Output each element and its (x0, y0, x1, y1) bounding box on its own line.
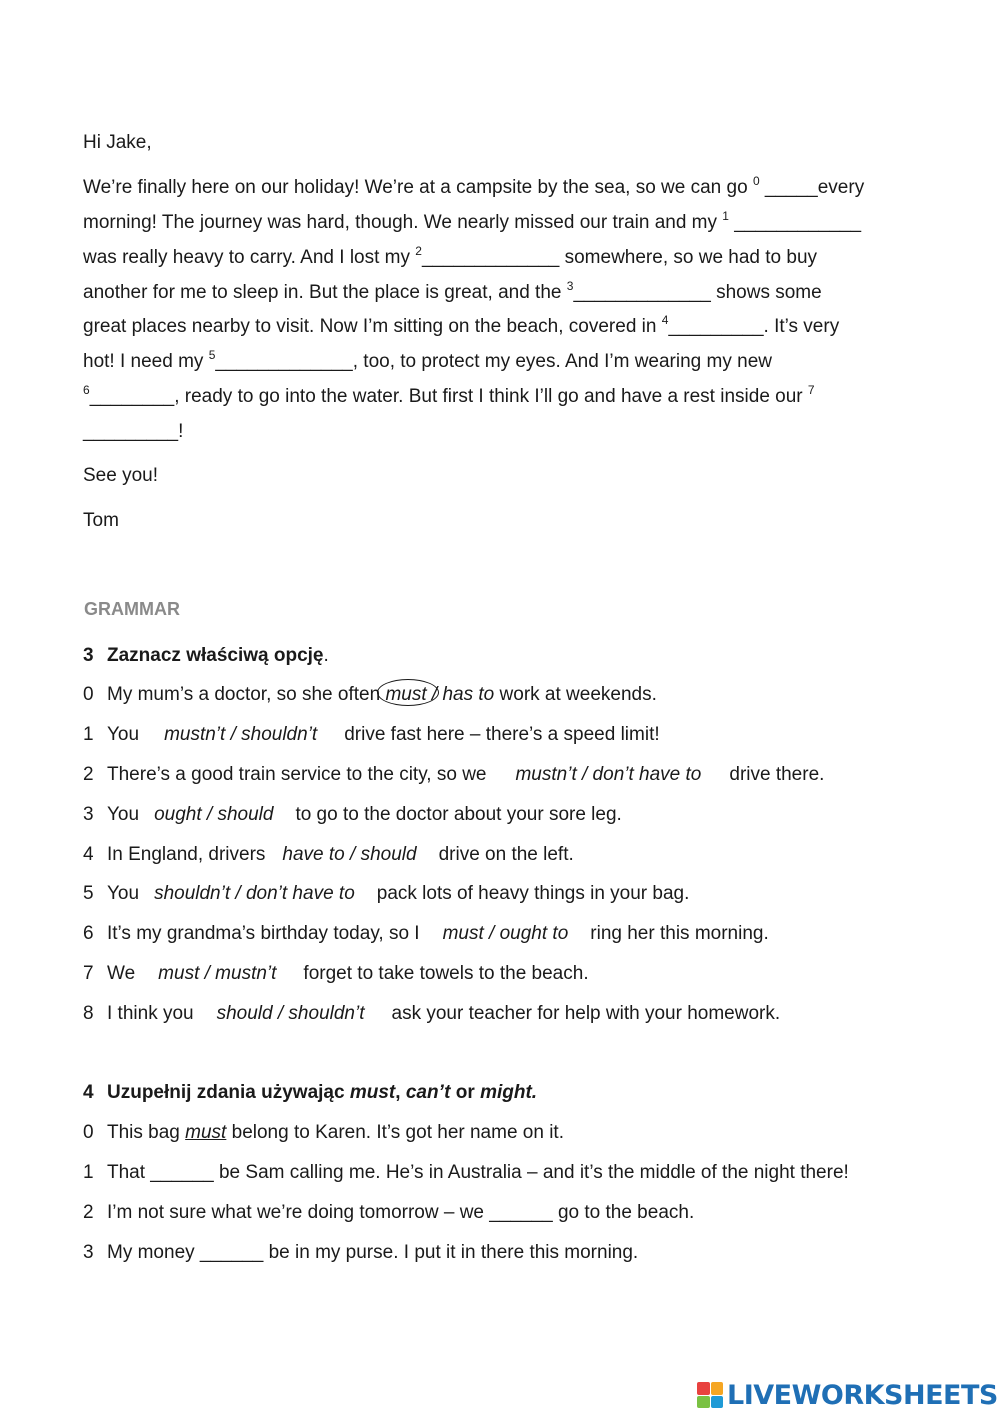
letter-line-3: was really heavy to carry. And I lost my $^2$_____________ somewhere, so we had to buy (83, 244, 818, 268)
letter-line-7: $^6$________, ready to go into the water. But first I think I’ll go and have a rest inside our $^7$ (83, 383, 815, 407)
ex3-item-4-options[interactable]: have to / should (282, 844, 417, 865)
ex3-item-5-options[interactable]: shouldn’t / don’t have to (154, 883, 355, 904)
ex4-item-2: 2 I’m not sure what we’re doing tomorrow – we ______ go to the beach. (83, 1202, 695, 1223)
ex4-item-3: 3 My money ______ be in my purse. I put it in there this morning. (83, 1242, 639, 1263)
ex3-item-3-options[interactable]: ought / should (154, 804, 274, 825)
ex3-item-0: 0 My mum’s a doctor, so she often must / has to work at weekends. (83, 684, 657, 706)
ex4-item-0: 0 This bag must belong to Karen. It’s got her name on it. (83, 1122, 564, 1143)
ex4-item-1: 1 That ______ be Sam calling me. He’s in Australia – and it’s the middle of the night there! (83, 1162, 849, 1183)
exercise-3-title: 3 Zaznacz właściwą opcję. (83, 645, 329, 666)
ex3-item-2: 2 There’s a good train service to the city, so we mustn’t / don’t have to drive there. (83, 764, 825, 785)
ex4-item-2-text[interactable]: I’m not sure what we’re doing tomorrow – we ______ go to the beach. (107, 1202, 695, 1223)
ex3-item-8-options[interactable]: should / shouldn’t (216, 1003, 365, 1024)
ex3-item-2-options[interactable]: mustn’t / don’t have to (515, 764, 702, 785)
letter-line-8: _________! (83, 421, 184, 442)
ex3-item-5: 5 You shouldn’t / don’t have to pack lots of heavy things in your bag. (83, 883, 690, 904)
ex3-item-6: 6 It’s my grandma’s birthday today, so I must / ought to ring her this morning. (83, 923, 769, 944)
ex3-item-7: 7 We must / mustn’t forget to take towels to the beach. (83, 963, 589, 984)
ex3-item-4: 4 In England, drivers have to / should drive on the left. (83, 844, 574, 865)
logo-square-red (697, 1382, 710, 1395)
ex3-item-1-options[interactable]: mustn’t / shouldn’t (164, 724, 318, 745)
exercise-4-title: 4 Uzupełnij zdania używając must, can’t or might. (83, 1082, 538, 1103)
letter-line-4: another for me to sleep in. But the place is great, and the $^3$_____________ shows some (83, 279, 822, 303)
letter-signature: Tom (83, 510, 119, 531)
ex3-item-1: 1 You mustn’t / shouldn’t drive fast here – there’s a speed limit! (83, 724, 660, 745)
letter-line-6: hot! I need my $^5$_____________, too, to protect my eyes. And I’m wearing my new (83, 348, 772, 372)
liveworksheets-logo-text: LIVEWORKSHEETS (727, 1379, 998, 1411)
circled-answer: must (385, 684, 426, 705)
liveworksheets-logo[interactable] (697, 1378, 998, 1412)
ex3-item-3: 3 You ought / should to go to the doctor about your sore leg. (83, 804, 622, 825)
section-heading-grammar: GRAMMAR (84, 599, 180, 619)
logo-square-green (697, 1396, 710, 1409)
letter-closing: See you! (83, 465, 158, 486)
ex4-item-3-text[interactable]: My money ______ be in my purse. I put it in there this morning. (107, 1242, 639, 1263)
ex3-item-6-options[interactable]: must / ought to (442, 923, 569, 944)
letter-greeting: Hi Jake, (83, 132, 152, 153)
logo-square-orange (711, 1382, 724, 1395)
ex3-item-8: 8 I think you should / shouldn’t ask your teacher for help with your homework. (83, 1003, 781, 1024)
letter-line-2: morning! The journey was hard, though. We nearly missed our train and my $^1$ ____________ (83, 209, 862, 233)
ex4-item-1-text[interactable]: That ______ be Sam calling me. He’s in Australia – and it’s the middle of the night there! (107, 1162, 849, 1183)
ex3-item-7-options[interactable]: must / mustn’t (158, 963, 277, 984)
liveworksheets-logo-icon (697, 1382, 723, 1408)
logo-square-blue (711, 1396, 724, 1409)
example-answer: must (185, 1122, 227, 1143)
letter-line-5: great places nearby to visit. Now I’m sitting on the beach, covered in $^4$_________. It’s very (83, 313, 840, 337)
letter-line-1: We’re finally here on our holiday! We’re at a campsite by the sea, so we can go $^0$ _____every (83, 174, 865, 198)
answer-circle-mark (377, 679, 439, 706)
